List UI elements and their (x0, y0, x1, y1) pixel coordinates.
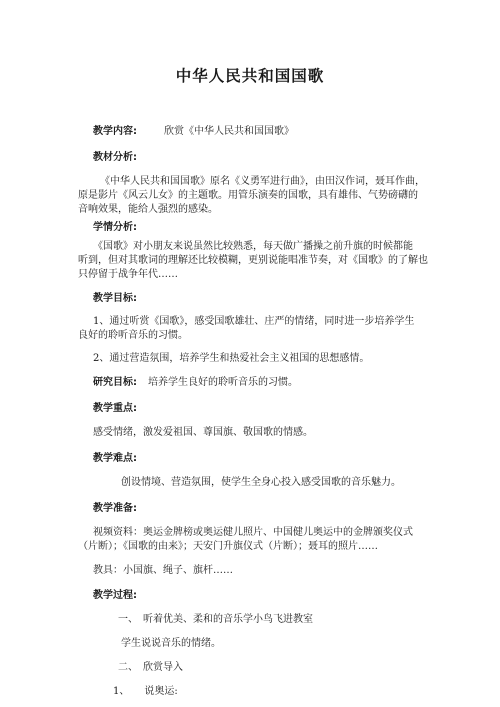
difficulty-heading: 教学难点: (93, 453, 137, 464)
process-step-detail: 学生说说音乐的情绪。 (121, 638, 221, 649)
prep-line: 视频资料：奥运金牌榜或奥运健儿照片、中国健儿奥运中的金牌颁奖仪式 (93, 527, 413, 538)
tools-line: 教具：小国旗、绳子、旗杆…… (93, 565, 233, 576)
document-title: 中华人民共和国国歌 (175, 67, 325, 85)
goals-heading: 教学目标: (93, 293, 137, 304)
prep-heading: 教学准备: (93, 503, 137, 514)
content-label: 教学内容: (93, 126, 137, 137)
goal-line: 2、通过营造氛围，培养学生和热爱社会主义祖国的思想感情。 (93, 353, 370, 364)
process-step-detail: 1、 说奥运: (113, 686, 178, 697)
analysis-heading: 教材分析: (93, 152, 137, 163)
key-heading: 教学重点: (93, 403, 137, 414)
research-value: 培养学生良好的聆听音乐的习惯。 (148, 377, 298, 388)
learner-line: 听到，但对其歌词的理解还比较模糊，更别说能唱准节奏，对《国歌》的了解也 (78, 255, 428, 266)
learner-line: 只停留于战争年代…… (78, 269, 178, 280)
process-step: 二、 欣赏导入 (118, 662, 183, 673)
analysis-line: 音响效果，能给人强烈的感染。 (78, 204, 218, 215)
process-heading: 教学过程: (93, 590, 137, 601)
key-text: 感受情绪，激发爱祖国、尊国旗、敬国歌的情感。 (93, 427, 313, 438)
analysis-line: 原是影片《风云儿女》的主题歌。用管乐演奏的国歌，具有雄伟、气势磅礴的 (78, 190, 418, 201)
analysis-line: 《中华人民共和国国歌》原名《义勇军进行曲》，由田汉作词，聂耳作曲， (100, 176, 425, 187)
prep-line: （片断）；《国歌的由来》；天安门升旗仪式（片断）；聂耳的照片…… (78, 541, 378, 552)
process-step: 一、 听着优美、柔和的音乐学小鸟飞进教室 (118, 614, 313, 625)
difficulty-text: 创设情境、营造氛围，使学生全身心投入感受国歌的音乐魅力。 (121, 477, 401, 488)
learner-heading: 学情分析: (93, 222, 137, 233)
research-label: 研究目标: (93, 377, 137, 388)
learner-line: 《国歌》对小朋友来说虽然比较熟悉，每天做广播操之前升旗的时候都能 (93, 241, 413, 252)
goal-line: 良好的聆听音乐的习惯。 (78, 330, 188, 341)
goal-line: 1、通过听赏《国歌》，感受国歌雄壮、庄严的情绪，同时进一步培养学生 (93, 316, 415, 327)
content-value: 欣赏《中华人民共和国国歌》 (164, 126, 294, 137)
